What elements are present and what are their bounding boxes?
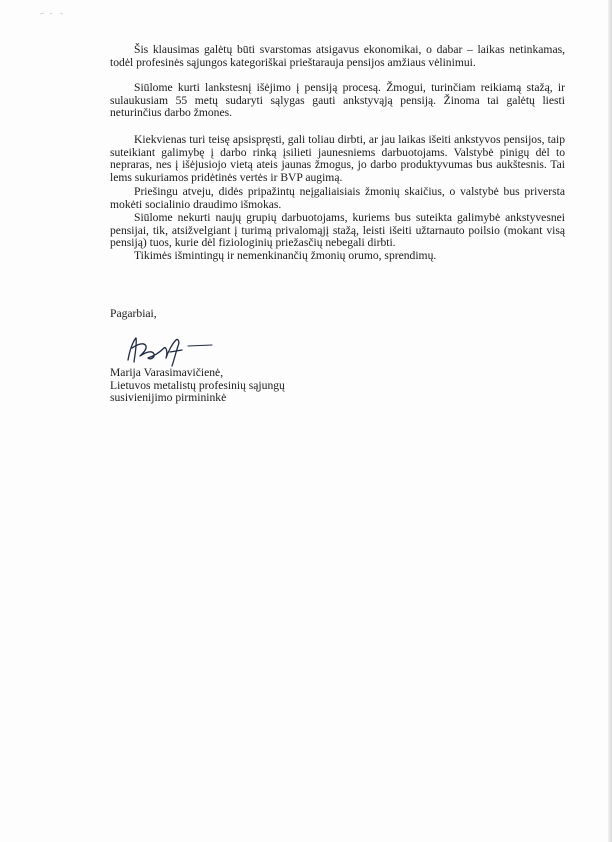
- scan-speck-mark: [38, 8, 68, 18]
- signer-title-line-1: Lietuvos metalistų profesinių sąjungų: [110, 378, 285, 392]
- signer-block: [110, 367, 285, 405]
- signer-title-line-2: susivienijimo pirmininkė: [110, 391, 227, 404]
- closing-salutation: Pagarbiai,: [110, 307, 157, 320]
- paragraph-6: Tikimės išmintingų ir nemenkinančių žmonių orumo, sprendimų.: [134, 249, 437, 262]
- paragraph-5: Siūlome nekurti naujų grupių darbuotojams, kuriems bus suteikta galimybė ankstyvesnei pensijai, tik, atsižvelgiant į turimą privalomąjį stažą, leisti išeiti užtarnauto poilsio (mokant visą pensiją) tuos, kurie dėl fiziologinių priežasčių nebegali dirbti.: [110, 211, 565, 250]
- letter-body: [110, 44, 565, 263]
- scan-edge-shadow: [608, 0, 612, 842]
- paragraph-3: Kiekvienas turi teisę apsispręsti, gali toliau dirbti, ar jau laikas išeiti ankstyvos pensijos, taip suteikiant galimybę į darbo rinką įsilieti jaunesniems darbuotojams. Valstybė pinigų dėl to nepraras, nes į išėjusiojo vietą ateis jaunas žmogus, jo darbo produktyvumas bus aukštesnis. Tai lems sukuriamos pridėtinės vertės ir BVP augimą.: [110, 133, 565, 184]
- paragraph-2: Siūlome kurti lankstesnį išėjimo į pensiją procesą. Žmogui, turinčiam reikiamą stažą, ir sulaukusiam 55 metų sudaryti sąlygas gauti ankstyvąją pensiją. Žinoma tai galėtų liesti neturinčius darbo žmones.: [110, 81, 565, 120]
- paragraph-4: Priešingu atveju, didės pripažintų neįgaliaisiais žmonių skaičius, o valstybė bus priversta mokėti socialinio draudimo išmokas.: [110, 185, 565, 211]
- paragraph-1: Šis klausimas galėtų būti svarstomas atsigavus ekonomikai, o dabar – laikas netinkamas, todėl profesinės sąjungos kategoriškai prieštarauja pensijos amžiaus vėlinimui.: [110, 43, 565, 69]
- signer-name: Marija Varasimavičienė,: [110, 366, 224, 379]
- handwritten-signature: [120, 330, 240, 370]
